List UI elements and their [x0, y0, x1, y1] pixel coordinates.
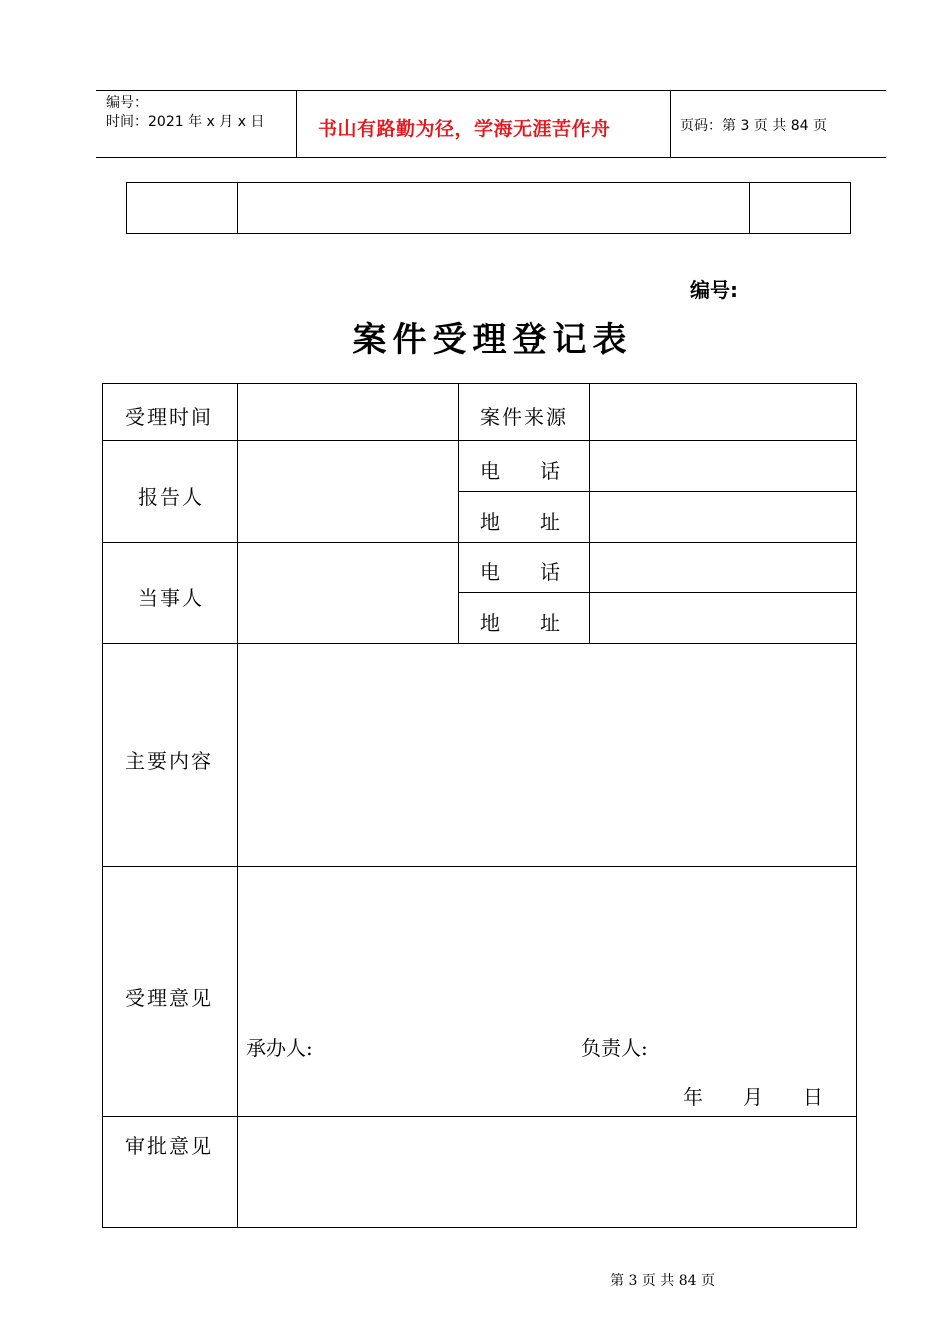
column-divider	[589, 384, 590, 643]
label-party-phone: 电 话	[480, 560, 560, 584]
label-date: 年 月 日	[683, 1085, 823, 1109]
label-acceptance-opinion: 受理意见	[125, 986, 213, 1010]
row-divider	[458, 491, 856, 492]
row-divider	[103, 643, 856, 644]
label-receive-time: 受理时间	[125, 405, 213, 429]
header-divider-right	[670, 90, 671, 158]
footer-page-number: 第 3 页 共 84 页	[610, 1273, 715, 1289]
row-divider	[103, 1116, 856, 1117]
header-time: 时间：2021 年 x 月 x 日	[106, 114, 265, 130]
header-top-rule	[96, 90, 886, 91]
empty-table-divider	[237, 183, 238, 233]
label-reporter-phone: 电 话	[480, 459, 560, 483]
label-reporter-address: 地 址	[480, 510, 560, 534]
row-divider	[103, 542, 856, 543]
header-motto: 书山有路勤为径，学海无涯苦作舟	[318, 118, 611, 140]
row-divider	[458, 592, 856, 593]
column-divider	[458, 384, 459, 643]
registration-form	[102, 383, 857, 1228]
empty-table-divider	[749, 183, 750, 233]
label-case-source: 案件来源	[480, 405, 568, 429]
label-responsible: 负责人:	[581, 1036, 648, 1060]
row-divider	[103, 440, 856, 441]
label-party: 当事人	[138, 586, 204, 610]
label-approval-opinion: 审批意见	[125, 1134, 213, 1158]
header-number-label: 编号：	[106, 95, 148, 111]
doc-number-label: 编号:	[690, 278, 738, 302]
header-page-number: 页码：第 3 页 共 84 页	[680, 118, 827, 134]
label-handler: 承办人:	[246, 1036, 313, 1060]
doc-title: 案件受理登记表	[352, 320, 633, 360]
empty-table	[126, 182, 851, 234]
header-bottom-rule	[96, 157, 886, 158]
label-party-address: 地 址	[480, 611, 560, 635]
row-divider	[103, 866, 856, 867]
column-divider	[237, 384, 238, 1227]
label-main-content: 主要内容	[125, 749, 213, 773]
header-divider-left	[296, 90, 297, 158]
label-reporter: 报告人	[138, 485, 204, 509]
